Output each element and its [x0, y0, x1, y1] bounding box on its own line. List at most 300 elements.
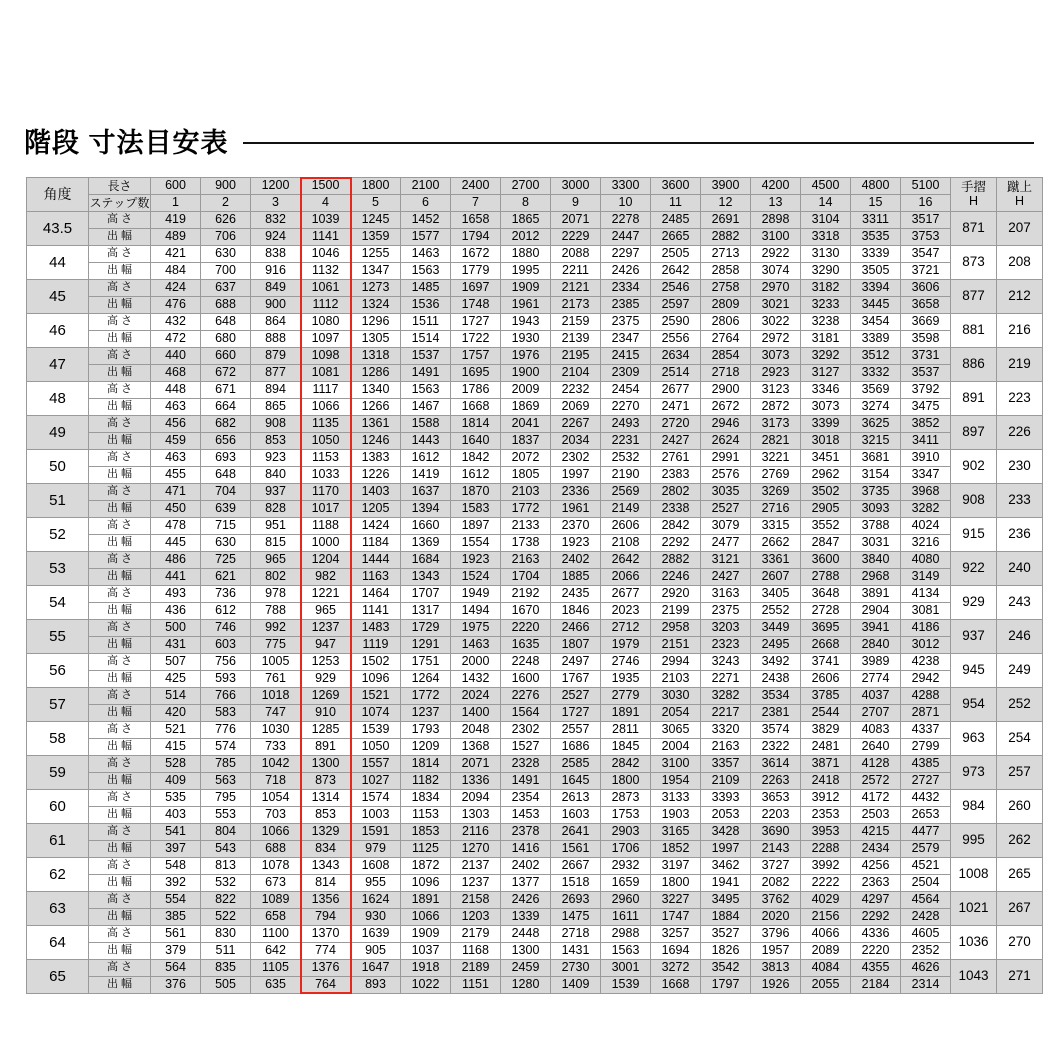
angle-value: 63 [27, 892, 89, 926]
angle-value: 64 [27, 926, 89, 960]
depth-value: 2156 [801, 909, 851, 926]
depth-value: 2764 [701, 331, 751, 348]
height-value: 2994 [651, 654, 701, 671]
table-row [27, 637, 1043, 654]
depth-value: 459 [151, 433, 201, 450]
header-step-14: 14 [801, 195, 851, 212]
depth-value: 3721 [901, 263, 951, 280]
depth-value: 1205 [351, 501, 401, 518]
height-value: 3813 [751, 960, 801, 977]
height-value: 4521 [901, 858, 951, 875]
height-value: 2557 [551, 722, 601, 739]
height-value: 521 [151, 722, 201, 739]
handrail-value: 995 [951, 824, 997, 858]
header-handrail-line2: H [968, 193, 979, 208]
height-value: 3829 [801, 722, 851, 739]
height-value: 3574 [751, 722, 801, 739]
depth-value: 2503 [851, 807, 901, 824]
height-value: 3912 [801, 790, 851, 807]
height-value: 1464 [351, 586, 401, 603]
table-row [27, 909, 1043, 926]
riser-value: 265 [997, 858, 1043, 892]
height-value: 2634 [651, 348, 701, 365]
height-value: 3449 [751, 620, 801, 637]
depth-value: 1979 [601, 637, 651, 654]
depth-value: 2624 [701, 433, 751, 450]
height-value: 3502 [801, 484, 851, 501]
depth-value: 445 [151, 535, 201, 552]
height-value: 4297 [851, 892, 901, 909]
table-body [27, 212, 1043, 994]
header-length-3900: 3900 [701, 178, 751, 195]
height-value: 1080 [301, 314, 351, 331]
height-value: 2159 [551, 314, 601, 331]
depth-value: 1722 [451, 331, 501, 348]
height-value: 2485 [651, 212, 701, 229]
depth-value: 2597 [651, 297, 701, 314]
handrail-value: 963 [951, 722, 997, 756]
height-value: 1511 [401, 314, 451, 331]
handrail-value: 1036 [951, 926, 997, 960]
height-value: 2071 [451, 756, 501, 773]
row-kind-height: 高 さ [89, 892, 151, 909]
depth-value: 2904 [851, 603, 901, 620]
header-length-5100: 5100 [901, 178, 951, 195]
row-kind-height: 高 さ [89, 450, 151, 467]
header-length-600: 600 [151, 178, 201, 195]
height-value: 2189 [451, 960, 501, 977]
depth-value: 2338 [651, 501, 701, 518]
height-value: 3512 [851, 348, 901, 365]
depth-value: 2642 [651, 263, 701, 280]
header-step-16: 16 [901, 195, 951, 212]
height-value: 3785 [801, 688, 851, 705]
table-row [27, 229, 1043, 246]
header-step-2: 2 [201, 195, 251, 212]
depth-value: 2143 [751, 841, 801, 858]
depth-value: 688 [201, 297, 251, 314]
table-row [27, 722, 1043, 739]
height-value: 421 [151, 246, 201, 263]
row-kind-depth: 出 幅 [89, 977, 151, 994]
header-length-2400: 2400 [451, 178, 501, 195]
table-row [27, 943, 1043, 960]
depth-value: 642 [251, 943, 301, 960]
height-value: 424 [151, 280, 201, 297]
height-value: 2988 [601, 926, 651, 943]
height-value: 1502 [351, 654, 401, 671]
depth-value: 1368 [451, 739, 501, 756]
height-value: 795 [201, 790, 251, 807]
height-value: 1880 [501, 246, 551, 263]
height-value: 4288 [901, 688, 951, 705]
depth-value: 1125 [401, 841, 451, 858]
height-value: 2900 [701, 382, 751, 399]
riser-value: 257 [997, 756, 1043, 790]
height-value: 3462 [701, 858, 751, 875]
height-value: 3653 [751, 790, 801, 807]
angle-value: 45 [27, 280, 89, 314]
depth-value: 2707 [851, 705, 901, 722]
riser-value: 260 [997, 790, 1043, 824]
depth-value: 1997 [701, 841, 751, 858]
height-value: 3243 [701, 654, 751, 671]
height-value: 1318 [351, 348, 401, 365]
depth-value: 441 [151, 569, 201, 586]
row-kind-depth: 出 幅 [89, 467, 151, 484]
height-value: 2922 [751, 246, 801, 263]
depth-value: 476 [151, 297, 201, 314]
height-value: 1296 [351, 314, 401, 331]
height-value: 785 [201, 756, 251, 773]
row-kind-height: 高 さ [89, 824, 151, 841]
height-value: 4336 [851, 926, 901, 943]
depth-value: 1826 [701, 943, 751, 960]
depth-value: 420 [151, 705, 201, 722]
depth-value: 2217 [701, 705, 751, 722]
depth-value: 431 [151, 637, 201, 654]
table-row [27, 688, 1043, 705]
row-kind-depth: 出 幅 [89, 773, 151, 790]
header-step-count: ステップ数 [89, 195, 150, 210]
depth-value: 2054 [651, 705, 701, 722]
height-value: 1574 [351, 790, 401, 807]
height-value: 978 [251, 586, 301, 603]
depth-value: 1686 [551, 739, 601, 756]
depth-value: 2314 [901, 977, 951, 994]
angle-value: 52 [27, 518, 89, 552]
height-value: 3357 [701, 756, 751, 773]
height-value: 1588 [401, 416, 451, 433]
depth-value: 1954 [651, 773, 701, 790]
table-row [27, 501, 1043, 518]
height-value: 500 [151, 620, 201, 637]
depth-value: 1132 [301, 263, 351, 280]
height-value: 835 [201, 960, 251, 977]
height-value: 2641 [551, 824, 601, 841]
height-value: 4172 [851, 790, 901, 807]
height-value: 3762 [751, 892, 801, 909]
height-value: 3272 [651, 960, 701, 977]
table-row [27, 705, 1043, 722]
header-length-2100: 2100 [401, 178, 451, 195]
height-value: 937 [251, 484, 301, 501]
depth-value: 3233 [801, 297, 851, 314]
table-row [27, 518, 1043, 535]
table-row [27, 365, 1043, 382]
height-value: 3569 [851, 382, 901, 399]
height-value: 1153 [301, 450, 351, 467]
depth-value: 1491 [401, 365, 451, 382]
handrail-value: 937 [951, 620, 997, 654]
height-value: 3292 [801, 348, 851, 365]
depth-value: 1270 [451, 841, 501, 858]
handrail-value: 891 [951, 382, 997, 416]
depth-value: 505 [201, 977, 251, 994]
height-value: 2842 [601, 756, 651, 773]
riser-value: 216 [997, 314, 1043, 348]
depth-value: 2579 [901, 841, 951, 858]
height-value: 2718 [551, 926, 601, 943]
height-value: 1098 [301, 348, 351, 365]
handrail-value: 873 [951, 246, 997, 280]
depth-value: 900 [251, 297, 301, 314]
height-value: 671 [201, 382, 251, 399]
height-value: 432 [151, 314, 201, 331]
depth-value: 3598 [901, 331, 951, 348]
depth-value: 828 [251, 501, 301, 518]
depth-value: 1400 [451, 705, 501, 722]
depth-value: 1112 [301, 297, 351, 314]
depth-value: 814 [301, 875, 351, 892]
height-value: 1054 [251, 790, 301, 807]
depth-value: 2069 [551, 399, 601, 416]
height-value: 3203 [701, 620, 751, 637]
height-value: 2116 [451, 824, 501, 841]
height-value: 2103 [501, 484, 551, 501]
depth-value: 733 [251, 739, 301, 756]
depth-value: 2089 [801, 943, 851, 960]
table-row [27, 212, 1043, 229]
row-kind-height: 高 さ [89, 688, 151, 705]
depth-value: 630 [201, 535, 251, 552]
height-value: 4186 [901, 620, 951, 637]
height-value: 2960 [601, 892, 651, 909]
row-kind-height: 高 さ [89, 586, 151, 603]
depth-value: 2662 [751, 535, 801, 552]
height-value: 463 [151, 450, 201, 467]
row-kind-height: 高 さ [89, 552, 151, 569]
header-length-2700: 2700 [501, 178, 551, 195]
depth-value: 603 [201, 637, 251, 654]
depth-value: 965 [301, 603, 351, 620]
height-value: 1273 [351, 280, 401, 297]
height-value: 2302 [501, 722, 551, 739]
height-value: 2220 [501, 620, 551, 637]
depth-value: 3475 [901, 399, 951, 416]
angle-value: 53 [27, 552, 89, 586]
height-value: 3552 [801, 518, 851, 535]
depth-value: 1475 [551, 909, 601, 926]
depth-value: 2471 [651, 399, 701, 416]
header-length-3600: 3600 [651, 178, 701, 195]
riser-value: 246 [997, 620, 1043, 654]
depth-value: 1151 [451, 977, 501, 994]
depth-value: 1416 [501, 841, 551, 858]
height-value: 2677 [601, 586, 651, 603]
row-kind-depth: 出 幅 [89, 603, 151, 620]
height-value: 1221 [301, 586, 351, 603]
height-value: 3727 [751, 858, 801, 875]
angle-value: 55 [27, 620, 89, 654]
height-value: 1018 [251, 688, 301, 705]
depth-value: 436 [151, 603, 201, 620]
table-row [27, 807, 1043, 824]
height-value: 1684 [401, 552, 451, 569]
height-value: 1624 [351, 892, 401, 909]
height-value: 766 [201, 688, 251, 705]
riser-value: 207 [997, 212, 1043, 246]
depth-value: 658 [251, 909, 301, 926]
row-kind-height: 高 さ [89, 858, 151, 875]
height-value: 1672 [451, 246, 501, 263]
handrail-value: 1043 [951, 960, 997, 994]
height-value: 2297 [601, 246, 651, 263]
dimension-table [26, 177, 1043, 994]
depth-value: 1432 [451, 671, 501, 688]
depth-value: 893 [351, 977, 401, 994]
table-row [27, 552, 1043, 569]
height-value: 2278 [601, 212, 651, 229]
depth-value: 1246 [351, 433, 401, 450]
depth-value: 1022 [401, 977, 451, 994]
angle-value: 49 [27, 416, 89, 450]
depth-value: 3505 [851, 263, 901, 280]
height-value: 1188 [301, 518, 351, 535]
height-value: 2720 [651, 416, 701, 433]
depth-value: 3332 [851, 365, 901, 382]
depth-value: 2576 [701, 467, 751, 484]
table-row [27, 297, 1043, 314]
handrail-value: 929 [951, 586, 997, 620]
height-value: 3871 [801, 756, 851, 773]
height-value: 630 [201, 246, 251, 263]
row-kind-height: 高 さ [89, 314, 151, 331]
height-value: 4605 [901, 926, 951, 943]
depth-value: 1923 [551, 535, 601, 552]
depth-value: 955 [351, 875, 401, 892]
height-value: 1891 [401, 892, 451, 909]
handrail-value: 1021 [951, 892, 997, 926]
header-length-4200: 4200 [751, 178, 801, 195]
row-kind-depth: 出 幅 [89, 263, 151, 280]
depth-value: 2103 [651, 671, 701, 688]
depth-value: 1317 [401, 603, 451, 620]
row-kind-depth: 出 幅 [89, 433, 151, 450]
depth-value: 1706 [601, 841, 651, 858]
header-step-15: 15 [851, 195, 901, 212]
riser-value: 249 [997, 654, 1043, 688]
height-value: 1383 [351, 450, 401, 467]
riser-value: 226 [997, 416, 1043, 450]
table-row [27, 603, 1043, 620]
height-value: 2712 [601, 620, 651, 637]
depth-value: 2477 [701, 535, 751, 552]
depth-value: 1797 [701, 977, 751, 994]
height-value: 3130 [801, 246, 851, 263]
height-value: 2448 [501, 926, 551, 943]
height-value: 3405 [751, 586, 801, 603]
depth-value: 1237 [451, 875, 501, 892]
height-value: 1042 [251, 756, 301, 773]
depth-value: 1066 [301, 399, 351, 416]
depth-value: 1900 [501, 365, 551, 382]
height-value: 1727 [451, 314, 501, 331]
row-kind-depth: 出 幅 [89, 671, 151, 688]
table-row [27, 858, 1043, 875]
table-row [27, 790, 1043, 807]
angle-value: 50 [27, 450, 89, 484]
depth-value: 2438 [751, 671, 801, 688]
depth-value: 2190 [601, 467, 651, 484]
depth-value: 2347 [601, 331, 651, 348]
depth-value: 2055 [801, 977, 851, 994]
depth-value: 2606 [801, 671, 851, 688]
depth-value: 455 [151, 467, 201, 484]
depth-value: 409 [151, 773, 201, 790]
depth-value: 1805 [501, 467, 551, 484]
height-value: 419 [151, 212, 201, 229]
height-value: 1521 [351, 688, 401, 705]
depth-value: 1995 [501, 263, 551, 280]
document-title-row [24, 118, 1034, 162]
height-value: 4084 [801, 960, 851, 977]
header-length-3000: 3000 [551, 178, 601, 195]
height-value: 1078 [251, 858, 301, 875]
angle-value: 62 [27, 858, 89, 892]
table-row [27, 484, 1043, 501]
depth-value: 2211 [551, 263, 601, 280]
table-row [27, 977, 1043, 994]
height-value: 626 [201, 212, 251, 229]
height-value: 3492 [751, 654, 801, 671]
header-riser-line2: H [1014, 193, 1025, 208]
header-step-7: 7 [451, 195, 501, 212]
row-kind-height: 高 さ [89, 722, 151, 739]
depth-value: 1369 [401, 535, 451, 552]
height-value: 3606 [901, 280, 951, 297]
riser-value: 236 [997, 518, 1043, 552]
height-value: 832 [251, 212, 301, 229]
handrail-value: 902 [951, 450, 997, 484]
depth-value: 2544 [801, 705, 851, 722]
depth-value: 1561 [551, 841, 601, 858]
height-value: 2532 [601, 450, 651, 467]
depth-value: 840 [251, 467, 301, 484]
depth-value: 891 [301, 739, 351, 756]
depth-value: 2847 [801, 535, 851, 552]
depth-value: 2220 [851, 943, 901, 960]
depth-value: 1577 [401, 229, 451, 246]
height-value: 1909 [501, 280, 551, 297]
height-value: 2072 [501, 450, 551, 467]
height-value: 1356 [301, 892, 351, 909]
height-value: 4337 [901, 722, 951, 739]
depth-value: 2231 [601, 433, 651, 450]
depth-value: 2271 [701, 671, 751, 688]
height-value: 3163 [701, 586, 751, 603]
depth-value: 3081 [901, 603, 951, 620]
height-value: 1046 [301, 246, 351, 263]
header-length-3300: 3300 [601, 178, 651, 195]
height-value: 3614 [751, 756, 801, 773]
depth-value: 2149 [601, 501, 651, 518]
depth-value: 834 [301, 841, 351, 858]
depth-value: 583 [201, 705, 251, 722]
handrail-value: 1008 [951, 858, 997, 892]
height-value: 725 [201, 552, 251, 569]
depth-value: 1000 [301, 535, 351, 552]
depth-value: 1336 [451, 773, 501, 790]
height-value: 2163 [501, 552, 551, 569]
height-value: 4432 [901, 790, 951, 807]
depth-value: 1997 [551, 467, 601, 484]
depth-value: 2716 [751, 501, 801, 518]
height-value: 2606 [601, 518, 651, 535]
table-row [27, 399, 1043, 416]
height-value: 3282 [701, 688, 751, 705]
height-value: 693 [201, 450, 251, 467]
